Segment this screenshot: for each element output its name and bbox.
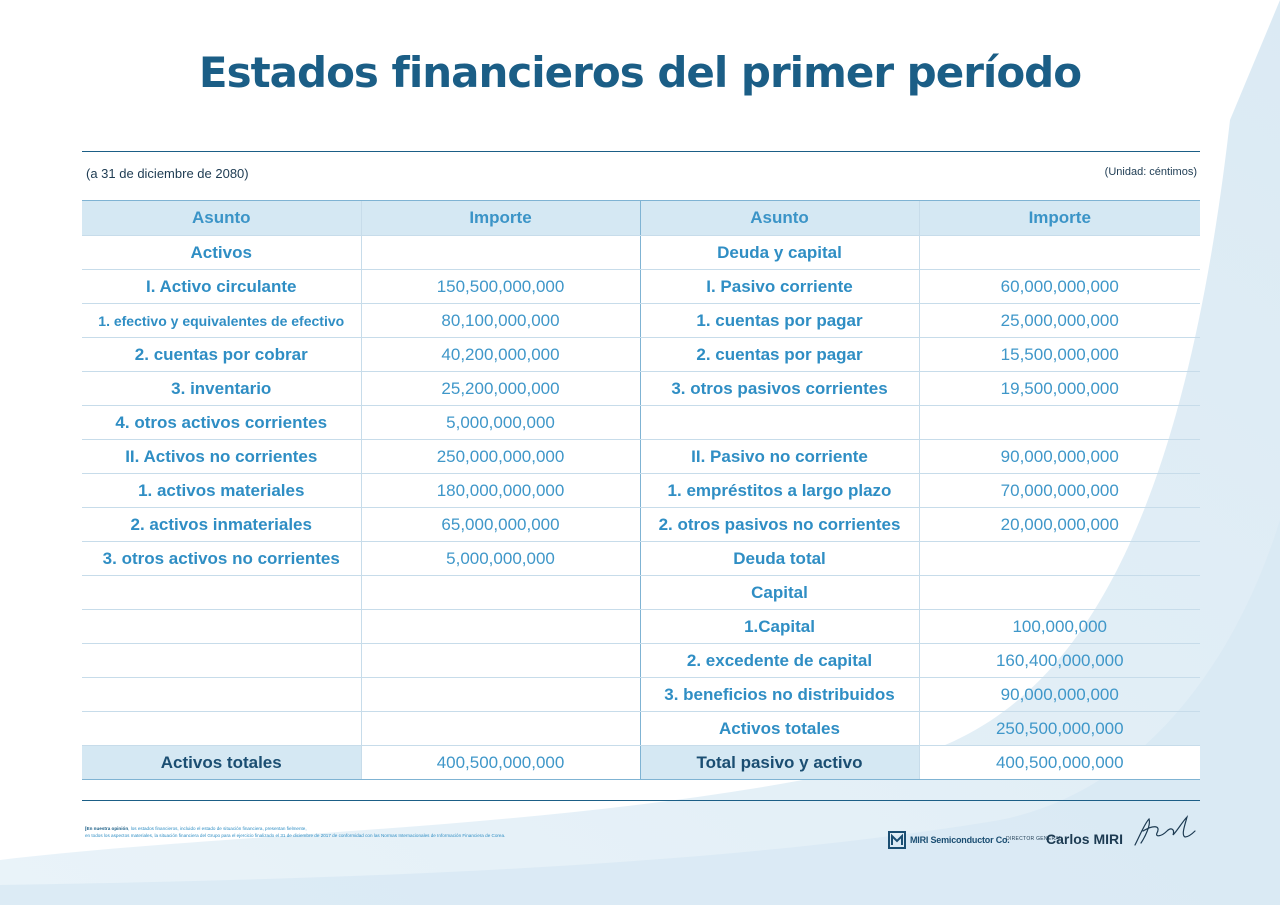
asset-label: 2. cuentas por cobrar [82,338,361,372]
liability-amount [919,236,1200,270]
asset-label: II. Activos no corrientes [82,440,361,474]
asset-label [82,610,361,644]
page-title: Estados financieros del primer período [198,48,1082,97]
liability-label: 1. empréstitos a largo plazo [640,474,919,508]
table-row [82,406,1200,440]
liability-amount: 250,500,000,000 [919,712,1200,746]
asset-label [82,712,361,746]
liability-amount [919,576,1200,610]
total-liabilities-amount: 400,500,000,000 [919,746,1200,780]
total-assets-label: Activos totales [82,746,361,780]
signature-icon [1131,815,1197,849]
bottom-divider [82,800,1200,801]
liability-amount: 15,500,000,000 [919,338,1200,372]
liability-label: Deuda y capital [640,236,919,270]
table-row [82,440,1200,474]
asset-amount [361,712,640,746]
liability-label: 2. otros pasivos no corrientes [640,508,919,542]
table-row [82,678,1200,712]
audit-note-line1 [85,826,307,831]
asset-label [82,678,361,712]
asset-label: 2. activos inmateriales [82,508,361,542]
table-row [82,236,1200,270]
date-note: (a 31 de diciembre de 2080) [86,166,249,181]
liability-label: 1. cuentas por pagar [640,304,919,338]
table-row [82,508,1200,542]
liability-label: I. Pasivo corriente [640,270,919,304]
asset-amount [361,610,640,644]
ceo-name: Carlos MIRI [1046,831,1124,847]
asset-label: I. Activo circulante [82,270,361,304]
total-assets-amount: 400,500,000,000 [361,746,640,780]
table-row [82,610,1200,644]
liability-amount: 90,000,000,000 [919,440,1200,474]
asset-amount: 5,000,000,000 [361,542,640,576]
company-logo [888,831,1010,849]
audit-note-bold: [En nuestra opinión [85,826,129,831]
liability-label: 2. cuentas por pagar [640,338,919,372]
liability-label: 2. excedente de capital [640,644,919,678]
total-liabilities-label: Total pasivo y activo [640,746,919,780]
table-row [82,576,1200,610]
asset-amount [361,576,640,610]
asset-label [82,576,361,610]
liability-label: Capital [640,576,919,610]
asset-label: 4. otros activos corrientes [82,406,361,440]
table-row [82,644,1200,678]
asset-label [82,644,361,678]
liability-amount [919,542,1200,576]
asset-amount: 25,200,000,000 [361,372,640,406]
asset-amount: 80,100,000,000 [361,304,640,338]
liability-amount: 20,000,000,000 [919,508,1200,542]
asset-label: Activos [82,236,361,270]
liability-amount: 60,000,000,000 [919,270,1200,304]
liability-amount: 90,000,000,000 [919,678,1200,712]
table-row [82,270,1200,304]
top-divider [82,151,1200,152]
table-row [82,542,1200,576]
asset-amount: 65,000,000,000 [361,508,640,542]
liability-label: 1.Capital [640,610,919,644]
table-row [82,372,1200,406]
header-asunto-right: Asunto [640,201,919,236]
asset-amount: 250,000,000,000 [361,440,640,474]
director-label: DIRECTOR GENERAL [1006,836,1063,842]
company-logo-icon [888,831,906,849]
asset-amount: 180,000,000,000 [361,474,640,508]
liability-label: 3. beneficios no distribuidos [640,678,919,712]
asset-amount [361,236,640,270]
total-row [82,746,1200,780]
liability-label: Deuda total [640,542,919,576]
liability-amount: 19,500,000,000 [919,372,1200,406]
liability-amount: 160,400,000,000 [919,644,1200,678]
liability-amount: 25,000,000,000 [919,304,1200,338]
asset-amount: 5,000,000,000 [361,406,640,440]
table-row [82,304,1200,338]
table-header-row [82,201,1200,236]
audit-note-line2: en todos los aspectos materiales, la situación financiera del Grupo para el ejercicio finalizado el 31 de diciembre de 2017 de conformidad con las Normas Internacionales de Información Financiera de Corea. [85,833,506,838]
asset-amount [361,678,640,712]
header-importe-right: Importe [919,201,1200,236]
liability-label [640,406,919,440]
liability-label: 3. otros pasivos corrientes [640,372,919,406]
asset-amount: 40,200,000,000 [361,338,640,372]
liability-amount [919,406,1200,440]
liability-label: II. Pasivo no corriente [640,440,919,474]
asset-label: 1. activos materiales [82,474,361,508]
table-row [82,338,1200,372]
asset-label: 1. efectivo y equivalentes de efectivo [82,304,361,338]
liability-amount: 100,000,000 [919,610,1200,644]
table-row [82,474,1200,508]
header-importe-left: Importe [361,201,640,236]
table-row [82,712,1200,746]
header-asunto-left: Asunto [82,201,361,236]
unit-note: (Unidad: céntimos) [1104,166,1197,178]
asset-amount: 150,500,000,000 [361,270,640,304]
liability-amount: 70,000,000,000 [919,474,1200,508]
liability-label: Activos totales [640,712,919,746]
asset-label: 3. otros activos no corrientes [82,542,361,576]
audit-note-text: , los estados financieros, incluido el estado de situación financiera, presentan fielmente, [128,826,307,831]
asset-label: 3. inventario [82,372,361,406]
company-name: MIRI Semiconductor Co. [910,835,1010,845]
asset-amount [361,644,640,678]
balance-sheet-table [82,200,1200,780]
